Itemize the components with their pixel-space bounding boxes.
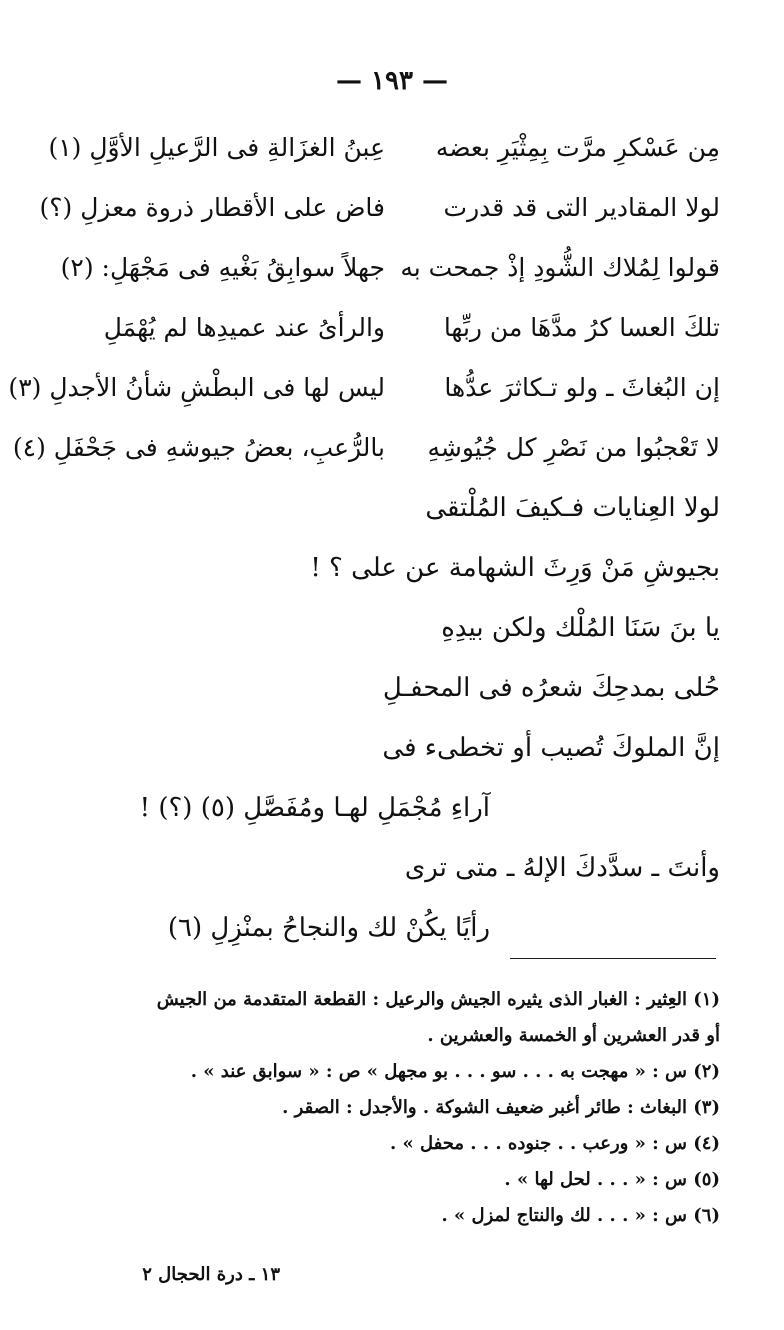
signature-line: ١٣ ـ درة الحجال ٢ <box>142 1264 280 1285</box>
footnotes <box>50 982 720 1234</box>
footnote: (٥) س : « . . . لحل لها » . <box>504 1169 720 1190</box>
footnote: (٣) البغاث : طائر أغبر ضعيف الشوكة . والأجدل : الصقر . <box>282 1097 720 1118</box>
verse-second-hemistich: جهلاً سوابِقُ بَغْيهِ فى مَجْهَلِ: (٢) <box>60 253 385 282</box>
verse-second-hemistich: بالرُّعبِ، بعضُ جيوشهِ فى جَحْفَلِ (٤) <box>12 433 385 462</box>
verse-second-hemistich: والرأىُ عند عميدِها لم يُهْمَلِ <box>103 313 385 342</box>
verse-first-hemistich: تلكَ العسا كرُ مدَّهَا من ربِّها <box>443 313 720 342</box>
verse <box>39 178 720 238</box>
poem <box>8 118 720 958</box>
verse-first-hemistich: لولا المقادير التى قد قدرت <box>443 193 720 222</box>
verse <box>8 358 720 418</box>
footnote: (٦) س : « . . . لك والنتاج لمزل » . <box>441 1205 720 1226</box>
poem-line: إنَّ الملوكَ تُصيب أو تخطىء فى <box>382 733 720 763</box>
verse-first-hemistich: لا تَعْجبُوا من نَصْرِ كل جُيُوشِهِ <box>427 433 720 462</box>
page-number: — ١٩٣ — <box>335 66 449 96</box>
verse-second-hemistich: فاض على الأقطار ذروة معزلِ (؟) <box>39 193 385 222</box>
verse <box>60 298 720 358</box>
poem-line: حُلى بمدحِكَ شعرُه فى المحفـلِ <box>382 673 720 703</box>
poem-line: بجيوشِ مَنْ وَرِثَ الشهامة عن على ؟ ! <box>310 553 720 583</box>
footnote: (١) العِثير : الغبار الذى يثيره الجيش والرعيل : القطعة المتقدمة من الجيش <box>156 989 720 1010</box>
poem-line: لولا العِنايات فـكيفَ المُلْتقى <box>425 493 720 523</box>
footnote-divider <box>510 958 716 959</box>
poem-line: آراءِ مُجْمَلِ لهـا ومُفَصَّلِ (٥) (؟) ! <box>139 793 490 823</box>
verse <box>60 238 720 298</box>
verse <box>12 418 720 478</box>
footnote-continuation: أو قدر العشرين أو الخمسة والعشرين . <box>427 1025 720 1046</box>
verse-second-hemistich: ليس لها فى البطْشِ شأنُ الأجدلِ (٣) <box>8 373 385 402</box>
poem-line: وأنتَ ـ سدَّدكَ الإلهُ ـ متى ترى <box>404 853 720 883</box>
verse-first-hemistich: قولوا لِمُلاك الشُّودِ إذْ جمحت به <box>400 253 720 282</box>
poem-line: يا بنَ سَنَا المُلْك ولكن بيدِهِ <box>441 613 720 643</box>
footnote: (٢) س : « مهجت به . . . سو . . . بو مجهل » ص : « سوابق عند » . <box>190 1061 720 1082</box>
verse <box>48 118 720 178</box>
poem-line: رأيًا يكُنْ لك والنجاحُ بمنْزِلِ (٦) <box>167 913 490 943</box>
footnote: (٤) س : « ورعب . . جنوده . . . محفل » . <box>389 1133 720 1154</box>
verse-first-hemistich: إن البُغاثَ ـ ولو تـكاثرَ عدُّها <box>444 373 720 402</box>
verse-second-hemistich: عِبنُ الغزَالةِ فى الرَّعيلِ الأوَّلِ (١) <box>48 133 385 162</box>
verse-first-hemistich: مِن عَسْكرِ مرَّت بِمِثْيَرِ بعضه <box>435 133 720 162</box>
